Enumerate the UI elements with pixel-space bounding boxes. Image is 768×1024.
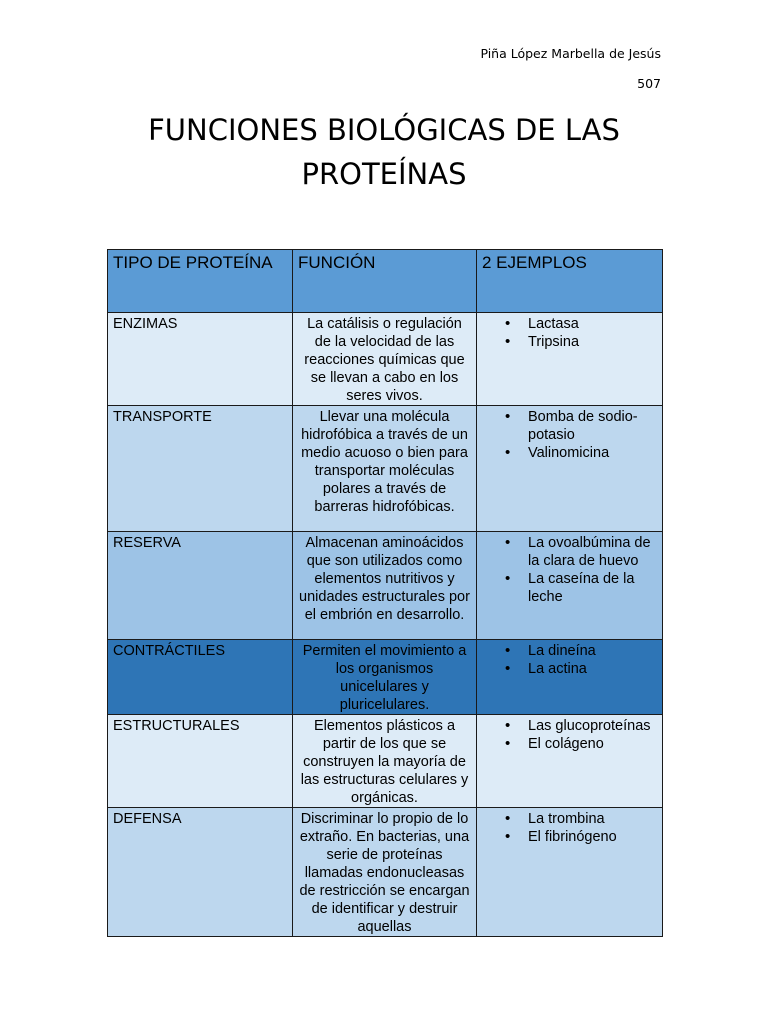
table-row: [108, 406, 663, 532]
table-row: [108, 808, 663, 937]
example-item: • Bomba de sodio-potasio: [481, 408, 658, 444]
header-tipo: TIPO DE PROTEÍNA: [108, 250, 293, 313]
example-item: • Valinomicina: [481, 444, 658, 462]
cell-ejemplos: [477, 640, 663, 715]
cell-funcion: Discriminar lo propio de lo extraño. En bacterias, una serie de proteínas llamadas endonucleasas de restricción se encargan de identificar y destruir aquellas: [293, 808, 477, 937]
cell-funcion: Llevar una molécula hidrofóbica a través de un medio acuoso o bien para transportar moléculas polares a través de barreras hidrofóbicas.: [293, 406, 477, 532]
header-funcion: FUNCIÓN: [293, 250, 477, 313]
example-item: • La trombina: [481, 810, 658, 828]
cell-ejemplos: [477, 715, 663, 808]
title-line-2: PROTEÍNAS: [301, 157, 467, 191]
cell-ejemplos: [477, 532, 663, 640]
cell-tipo: ENZIMAS: [108, 313, 293, 406]
example-item: • La dineína: [481, 642, 658, 660]
cell-funcion: Elementos plásticos a partir de los que se construyen la mayoría de las estructuras celulares y orgánicas.: [293, 715, 477, 808]
page-title: [0, 108, 768, 196]
cell-funcion: Permiten el movimiento a los organismos unicelulares y pluricelulares.: [293, 640, 477, 715]
cell-tipo: CONTRÁCTILES: [108, 640, 293, 715]
cell-ejemplos: [477, 406, 663, 532]
table-row: [108, 532, 663, 640]
example-item: • El fibrinógeno: [481, 828, 658, 846]
table-header-row: [108, 250, 663, 313]
example-item: • La caseína de la leche: [481, 570, 658, 606]
group-number: 507: [637, 76, 661, 91]
example-item: • Tripsina: [481, 333, 658, 351]
example-item: • Las glucoproteínas: [481, 717, 658, 735]
title-line-1: FUNCIONES BIOLÓGICAS DE LAS: [148, 113, 620, 147]
author-name: Piña López Marbella de Jesús: [480, 46, 661, 61]
cell-tipo: TRANSPORTE: [108, 406, 293, 532]
cell-tipo: DEFENSA: [108, 808, 293, 937]
cell-tipo: ESTRUCTURALES: [108, 715, 293, 808]
cell-ejemplos: [477, 808, 663, 937]
table-row: [108, 715, 663, 808]
example-item: • La actina: [481, 660, 658, 678]
example-item: • La ovoalbúmina de la clara de huevo: [481, 534, 658, 570]
example-item: • El colágeno: [481, 735, 658, 753]
table-row: [108, 313, 663, 406]
example-item: • Lactasa: [481, 315, 658, 333]
table-row: [108, 640, 663, 715]
protein-functions-table: [107, 249, 663, 937]
cell-ejemplos: [477, 313, 663, 406]
cell-tipo: RESERVA: [108, 532, 293, 640]
cell-funcion: La catálisis o regulación de la velocidad de las reacciones químicas que se llevan a cabo en los seres vivos.: [293, 313, 477, 406]
cell-funcion: Almacenan aminoácidos que son utilizados como elementos nutritivos y unidades estructurales por el embrión en desarrollo.: [293, 532, 477, 640]
header-ejemplos: 2 EJEMPLOS: [477, 250, 663, 313]
